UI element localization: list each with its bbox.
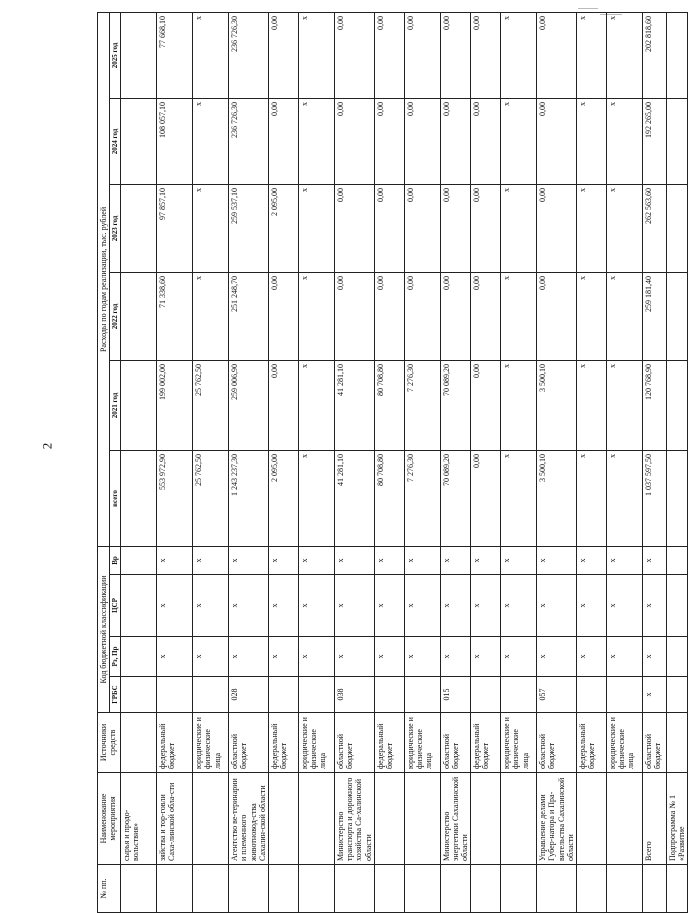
cell-2024: 0,00 (404, 98, 440, 184)
cell-2023 (667, 184, 688, 272)
cell-total (667, 450, 688, 546)
cell-csr (667, 575, 688, 637)
cell-name: Министерство транспорта и дорожного хозяйства Са-халинской области (334, 773, 374, 865)
cell-name: Подпрограмма № 1 «Развитие (667, 773, 688, 865)
cell-total: х (501, 450, 537, 546)
cell-2021: 80 708,80 (374, 360, 404, 450)
header-budget-class: Код бюджетной классификации (98, 546, 110, 712)
table-row (667, 12, 688, 912)
cell-2022: х (577, 272, 607, 360)
table-row (471, 12, 501, 912)
cell-2023: х (607, 184, 643, 272)
cell-2023: 0,00 (374, 184, 404, 272)
cell-grbs (667, 677, 688, 713)
cell-name: Агентство ве-теринарии и племенного животновод-ства Сахалин-ской области (229, 773, 269, 865)
cell-vr: х (643, 546, 667, 574)
cell-rzpr: х (471, 637, 501, 677)
cell-rzpr: х (298, 637, 334, 677)
header-2023: 2023 год (110, 184, 121, 272)
cell-vr: х (607, 546, 643, 574)
cell-name: Всего (643, 773, 667, 865)
cell-2022: 0,00 (471, 272, 501, 360)
cell-2022: х (193, 272, 229, 360)
cell-2025: 77 668,10 (157, 12, 193, 98)
cell-vr: х (404, 546, 440, 574)
cell-total: х (607, 450, 643, 546)
scan-artifact-mark (578, 8, 598, 9)
table-row (298, 12, 334, 912)
cell-vr: х (193, 546, 229, 574)
cell-name (298, 773, 334, 865)
cell-grbs (607, 677, 643, 713)
cell-rzpr: х (229, 637, 269, 677)
cell-no (501, 865, 537, 913)
cell-total: х (298, 450, 334, 546)
cell-grbs (471, 677, 501, 713)
cell-name (374, 773, 404, 865)
cell-rzpr (667, 637, 688, 677)
cell-2021: 41 281,10 (334, 360, 374, 450)
cell-rzpr: х (607, 637, 643, 677)
cell-2024: 0,00 (440, 98, 471, 184)
cell-grbs (193, 677, 229, 713)
cell-no (440, 865, 471, 913)
cell-source: областной бюджет (334, 713, 374, 773)
cell-no (157, 865, 193, 913)
cell-total: 1 243 237,30 (229, 450, 269, 546)
cell-rzpr: х (268, 637, 298, 677)
cell-total: 41 281,10 (334, 450, 374, 546)
header-csr: ЦСР (110, 575, 121, 637)
cell-rzpr: х (501, 637, 537, 677)
cell-2021: х (501, 360, 537, 450)
table-row (404, 12, 440, 912)
header-vr: Вр (110, 546, 121, 574)
table-row (229, 12, 269, 912)
cell-csr: х (298, 575, 334, 637)
cell-2023 (121, 184, 157, 272)
cell-no (193, 865, 229, 913)
cell-csr: х (157, 575, 193, 637)
cell-source: областной бюджет (229, 713, 269, 773)
cell-no (229, 865, 269, 913)
cell-2024: х (577, 98, 607, 184)
cell-2024: 0,00 (471, 98, 501, 184)
table-row (157, 12, 193, 912)
cell-name (471, 773, 501, 865)
cell-grbs (404, 677, 440, 713)
cell-2025: 0,00 (537, 12, 577, 98)
cell-csr: х (229, 575, 269, 637)
cell-vr: х (374, 546, 404, 574)
table-row (607, 12, 643, 912)
cell-2022: 259 181,40 (643, 272, 667, 360)
cell-2024: х (501, 98, 537, 184)
cell-2022 (667, 272, 688, 360)
cell-rzpr: х (643, 637, 667, 677)
header-grbs: ГРБС (110, 677, 121, 713)
cell-2022 (121, 272, 157, 360)
cell-grbs (374, 677, 404, 713)
cell-2021: 70 089,20 (440, 360, 471, 450)
cell-2025 (667, 12, 688, 98)
cell-2021 (121, 360, 157, 450)
cell-total: 70 089,20 (440, 450, 471, 546)
cell-source: юридические и физические лица (404, 713, 440, 773)
cell-2025: х (193, 12, 229, 98)
cell-no (643, 865, 667, 913)
cell-2025: 0,00 (440, 12, 471, 98)
cell-2024: 236 726,30 (229, 98, 269, 184)
cell-rzpr: х (404, 637, 440, 677)
table-row (268, 12, 298, 912)
cell-2025: 202 818,60 (643, 12, 667, 98)
cell-no (298, 865, 334, 913)
cell-csr: х (643, 575, 667, 637)
cell-no (667, 865, 688, 913)
cell-2023: 0,00 (440, 184, 471, 272)
cell-source (667, 713, 688, 773)
cell-total: 2 095,00 (268, 450, 298, 546)
cell-2024 (667, 98, 688, 184)
cell-2021: 120 768,90 (643, 360, 667, 450)
cell-total: 0,00 (471, 450, 501, 546)
table-row (334, 12, 374, 912)
cell-csr: х (404, 575, 440, 637)
header-expenses: Расходы по годам реализации, тыс. рублей (98, 12, 110, 546)
table-row (193, 12, 229, 912)
cell-source: федеральный бюджет (577, 713, 607, 773)
cell-total: 7 276,30 (404, 450, 440, 546)
cell-name (607, 773, 643, 865)
cell-2021: х (577, 360, 607, 450)
cell-grbs (501, 677, 537, 713)
cell-2025: 0,00 (334, 12, 374, 98)
header-2025: 2025 год (110, 12, 121, 98)
cell-total: 80 708,80 (374, 450, 404, 546)
cell-rzpr: х (440, 637, 471, 677)
cell-no (334, 865, 374, 913)
cell-no (537, 865, 577, 913)
cell-grbs: 015 (440, 677, 471, 713)
cell-2025: х (501, 12, 537, 98)
header-no: № пп. (98, 865, 121, 913)
cell-vr: х (537, 546, 577, 574)
cell-2021: х (298, 360, 334, 450)
cell-2022: 251 248,70 (229, 272, 269, 360)
cell-rzpr: х (374, 637, 404, 677)
cell-source: юридические и физические лица (193, 713, 229, 773)
cell-rzpr: х (193, 637, 229, 677)
cell-2022: 0,00 (374, 272, 404, 360)
table-row (121, 12, 157, 912)
cell-total: 3 500,10 (537, 450, 577, 546)
cell-no (121, 865, 157, 913)
cell-vr: х (440, 546, 471, 574)
table-body (121, 12, 688, 912)
cell-name (268, 773, 298, 865)
cell-vr (121, 546, 157, 574)
cell-grbs: 028 (229, 677, 269, 713)
cell-csr (121, 575, 157, 637)
cell-2022: 0,00 (440, 272, 471, 360)
cell-csr: х (471, 575, 501, 637)
rotated-page (97, 13, 687, 913)
table-row (440, 12, 471, 912)
cell-2024 (121, 98, 157, 184)
table-row-total (643, 12, 667, 912)
cell-2022: 0,00 (404, 272, 440, 360)
cell-vr: х (501, 546, 537, 574)
cell-source: юридические и физические лица (607, 713, 643, 773)
cell-csr: х (374, 575, 404, 637)
table-row (374, 12, 404, 912)
cell-2023: х (193, 184, 229, 272)
cell-2024: х (193, 98, 229, 184)
cell-name: Управление делами Губер-натора и Пра-вительства Сахалинской области (537, 773, 577, 865)
cell-2025: х (607, 12, 643, 98)
cell-2023: 97 857,10 (157, 184, 193, 272)
cell-2024: 0,00 (537, 98, 577, 184)
cell-2021: 0,00 (471, 360, 501, 450)
cell-2021: 7 276,30 (404, 360, 440, 450)
cell-source: федеральный бюджет (374, 713, 404, 773)
cell-2025 (121, 12, 157, 98)
cell-2023: 2 095,00 (268, 184, 298, 272)
cell-rzpr: х (577, 637, 607, 677)
table-row (537, 12, 577, 912)
cell-2021: 199 002,00 (157, 360, 193, 450)
cell-2021: 25 762,50 (193, 360, 229, 450)
cell-vr: х (268, 546, 298, 574)
cell-source: федеральный бюджет (471, 713, 501, 773)
cell-no (471, 865, 501, 913)
cell-csr: х (537, 575, 577, 637)
cell-2021: 0,00 (268, 360, 298, 450)
cell-name (404, 773, 440, 865)
cell-2023: х (298, 184, 334, 272)
cell-2022: х (298, 272, 334, 360)
cell-total: 1 037 597,50 (643, 450, 667, 546)
cell-name: сырья и продо-вольствия» (121, 773, 157, 865)
cell-total (121, 450, 157, 546)
cell-2023: 262 563,60 (643, 184, 667, 272)
header-2021: 2021 год (110, 360, 121, 450)
cell-name: Министерство энергетики Сахалинской области (440, 773, 471, 865)
cell-grbs: 038 (334, 677, 374, 713)
cell-rzpr (121, 637, 157, 677)
cell-2024: 0,00 (334, 98, 374, 184)
cell-2025: 236 726,30 (229, 12, 269, 98)
cell-grbs (157, 677, 193, 713)
cell-2021: 259 006,90 (229, 360, 269, 450)
cell-source: областной бюджет (537, 713, 577, 773)
header-2022: 2022 год (110, 272, 121, 360)
expenditure-table (97, 12, 688, 913)
cell-2024: х (607, 98, 643, 184)
cell-total: х (577, 450, 607, 546)
cell-2021 (667, 360, 688, 450)
cell-vr: х (157, 546, 193, 574)
cell-csr: х (193, 575, 229, 637)
cell-vr (667, 546, 688, 574)
cell-2024: 0,00 (268, 98, 298, 184)
cell-no (607, 865, 643, 913)
cell-csr: х (607, 575, 643, 637)
cell-grbs (577, 677, 607, 713)
table-header (98, 12, 121, 912)
cell-2023: х (501, 184, 537, 272)
header-name: Наименование мероприятия (98, 773, 121, 865)
cell-grbs (298, 677, 334, 713)
cell-2023: 0,00 (334, 184, 374, 272)
cell-source: федеральный бюджет (268, 713, 298, 773)
cell-2025: 0,00 (471, 12, 501, 98)
cell-vr: х (298, 546, 334, 574)
header-total: всего (110, 450, 121, 546)
cell-source: областной бюджет (440, 713, 471, 773)
cell-total: 25 762,50 (193, 450, 229, 546)
cell-grbs (268, 677, 298, 713)
cell-2022: 0,00 (268, 272, 298, 360)
cell-2022: 0,00 (537, 272, 577, 360)
cell-vr: х (334, 546, 374, 574)
cell-rzpr: х (157, 637, 193, 677)
cell-2023: 259 537,10 (229, 184, 269, 272)
cell-no (374, 865, 404, 913)
cell-grbs: 057 (537, 677, 577, 713)
cell-csr: х (334, 575, 374, 637)
cell-2024: х (298, 98, 334, 184)
cell-2023: 0,00 (537, 184, 577, 272)
cell-2021: х (607, 360, 643, 450)
cell-2022: х (501, 272, 537, 360)
cell-csr: х (440, 575, 471, 637)
cell-grbs (121, 677, 157, 713)
cell-2024: 0,00 (374, 98, 404, 184)
cell-2021: 3 500,10 (537, 360, 577, 450)
cell-2025: х (298, 12, 334, 98)
cell-source: юридические и физические лица (501, 713, 537, 773)
cell-2024: 108 057,10 (157, 98, 193, 184)
cell-vr: х (577, 546, 607, 574)
table-row (577, 12, 607, 912)
cell-2023: 0,00 (471, 184, 501, 272)
header-source: Источники средств (98, 713, 121, 773)
table-row (501, 12, 537, 912)
cell-source: областной бюджет (643, 713, 667, 773)
cell-source: федеральный бюджет (157, 713, 193, 773)
cell-name (501, 773, 537, 865)
cell-2022: х (607, 272, 643, 360)
header-2024: 2024 год (110, 98, 121, 184)
cell-rzpr: х (334, 637, 374, 677)
cell-2025: 0,00 (374, 12, 404, 98)
cell-2022: 71 338,60 (157, 272, 193, 360)
cell-csr: х (577, 575, 607, 637)
cell-name (577, 773, 607, 865)
cell-2023: х (577, 184, 607, 272)
cell-2025: 0,00 (404, 12, 440, 98)
cell-source: юридические и физические лица (298, 713, 334, 773)
cell-rzpr: х (537, 637, 577, 677)
cell-2025: х (577, 12, 607, 98)
cell-2022: 0,00 (334, 272, 374, 360)
cell-name: зяйства и тор-говли Саха-линской обла-сти (157, 773, 193, 865)
cell-no (577, 865, 607, 913)
cell-csr: х (268, 575, 298, 637)
cell-total: 553 972,90 (157, 450, 193, 546)
cell-2024: 192 265,00 (643, 98, 667, 184)
cell-2025: 0,00 (268, 12, 298, 98)
page-number: 2 (39, 442, 55, 450)
cell-csr: х (501, 575, 537, 637)
cell-source (121, 713, 157, 773)
cell-2023: 0,00 (404, 184, 440, 272)
cell-no (268, 865, 298, 913)
cell-name (193, 773, 229, 865)
cell-vr: х (229, 546, 269, 574)
cell-no (404, 865, 440, 913)
cell-vr: х (471, 546, 501, 574)
header-rzpr: Рз, Пр (110, 637, 121, 677)
cell-grbs: х (643, 677, 667, 713)
